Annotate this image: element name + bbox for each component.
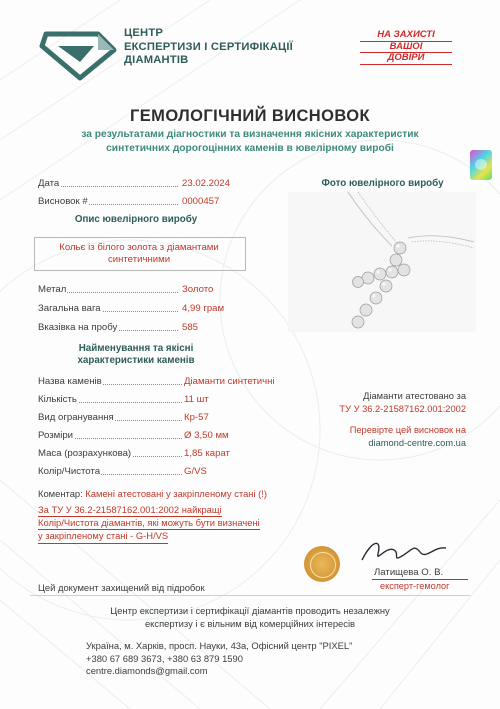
comment-label: Коментар: [38,488,83,499]
signature-icon [356,536,452,568]
comment [38,488,267,499]
independence-note [60,604,440,630]
center-name-line: ЕКСПЕРТИЗИ І СЕРТИФІКАЦІЇ [124,40,293,53]
description-line: синтетичними [107,254,171,265]
certification-note-line: ТУ У 36.2-21587162.001:2002 [339,403,466,414]
verify-site-link[interactable]: diamond-centre.com.ua [368,437,466,448]
independence-line: експертизу і є вільним від комерційних інтересів [144,618,356,629]
tu-note-line: у закріпленому стані - G-H/VS [38,530,168,543]
stone-value: 11 шт [184,394,209,405]
stone-value: G/VS [184,466,207,477]
verify-note [266,424,466,449]
hallmark-value: 585 [182,322,199,333]
stone-value: Діаманти синтетичні [184,376,275,387]
contact-email[interactable]: centre.diamonds@gmail.com [86,665,208,676]
stone-value: 1,85 карат [184,448,230,459]
stones-heading-line: характеристики каменів [77,355,195,366]
stone-label: Кількість [38,394,77,405]
slogan-line: ВАШОЇ [360,42,452,54]
description-line: Кольє із білого золота з діамантами [59,242,219,253]
weight-value: 4,99 грам [182,303,225,314]
center-name [124,27,334,68]
contacts [86,640,416,678]
pendant-photo [288,192,476,332]
photo-title: Фото ювелірного виробу [321,178,444,189]
metal-value: Золото [182,284,214,295]
metal-label: Метал [38,284,67,295]
stone-label: Назва каменів [38,376,102,387]
slogan-line: ДОВІРИ [360,53,452,65]
hallmark-label: Вказівка на пробу [38,322,118,333]
signature-line [372,579,468,580]
tu-note [38,504,328,544]
tu-note-line: Колір/Чистота діамантів, які можуть бути визначені [38,517,260,530]
stones-heading-line: Найменування та якісні [78,343,194,354]
certification-note [266,390,466,415]
diamond-logo-icon [36,24,118,82]
certification-note-line: Діаманти атестовано за [363,391,466,401]
item-heading: Опис ювелірного виробу [74,214,198,225]
signer-name: Латищева О. В. [374,567,444,578]
stone-label: Маса (розрахункова) [38,448,132,459]
protection-note: Цей документ захищений від підробок [38,582,205,593]
document-subtitle [30,128,470,156]
seal-icon [304,546,340,582]
signer-role: експерт-гемолог [380,581,450,591]
hologram-sticker-icon [470,150,492,180]
independence-line: Центр експертизи і сертифікації діамантів проводить незалежну [110,605,390,616]
stone-label: Вид огранування [38,412,114,423]
contact-phones[interactable]: +380 67 689 3673, +380 63 879 1590 [86,652,243,664]
center-name-line: ЦЕНТР [124,27,164,39]
verify-note-line: Перевірте цей висновок на [349,425,466,435]
comment-text: Камені атестовані у закріпленому стані (!) [85,488,267,499]
stone-label: Колір/Чистота [38,466,101,477]
stone-value: Ø 3,50 мм [184,430,229,441]
footer-divider [30,595,470,596]
center-name-line: ДІАМАНТІВ [124,54,189,67]
date-label: Дата [38,178,60,189]
tu-note-line: За ТУ У 36.2-21587162.001:2002 найкращі [38,504,222,517]
subtitle-line: синтетичних дорогоцінних каменів в ювелірному виробі [106,143,394,154]
stones-heading [36,343,236,367]
stone-value: Кр-57 [184,412,209,423]
slogan [360,30,452,65]
date-value: 23.02.2024 [182,178,231,189]
document-title: ГЕМОЛОГІЧНИЙ ВИСНОВОК [130,107,370,125]
slogan-line: НА ЗАХИСТІ [360,30,452,42]
stone-label: Розміри [38,430,74,441]
item-description [34,242,244,266]
contact-address: Україна, м. Харків, просп. Науки, 43а, Офісний центр "PIXEL" [86,640,353,651]
number-value: 0000457 [182,196,220,207]
weight-label: Загальна вага [38,303,101,314]
subtitle-line: за результатами діагностики та визначення якісних характеристик [81,129,419,140]
number-label: Висновок # [38,196,88,207]
